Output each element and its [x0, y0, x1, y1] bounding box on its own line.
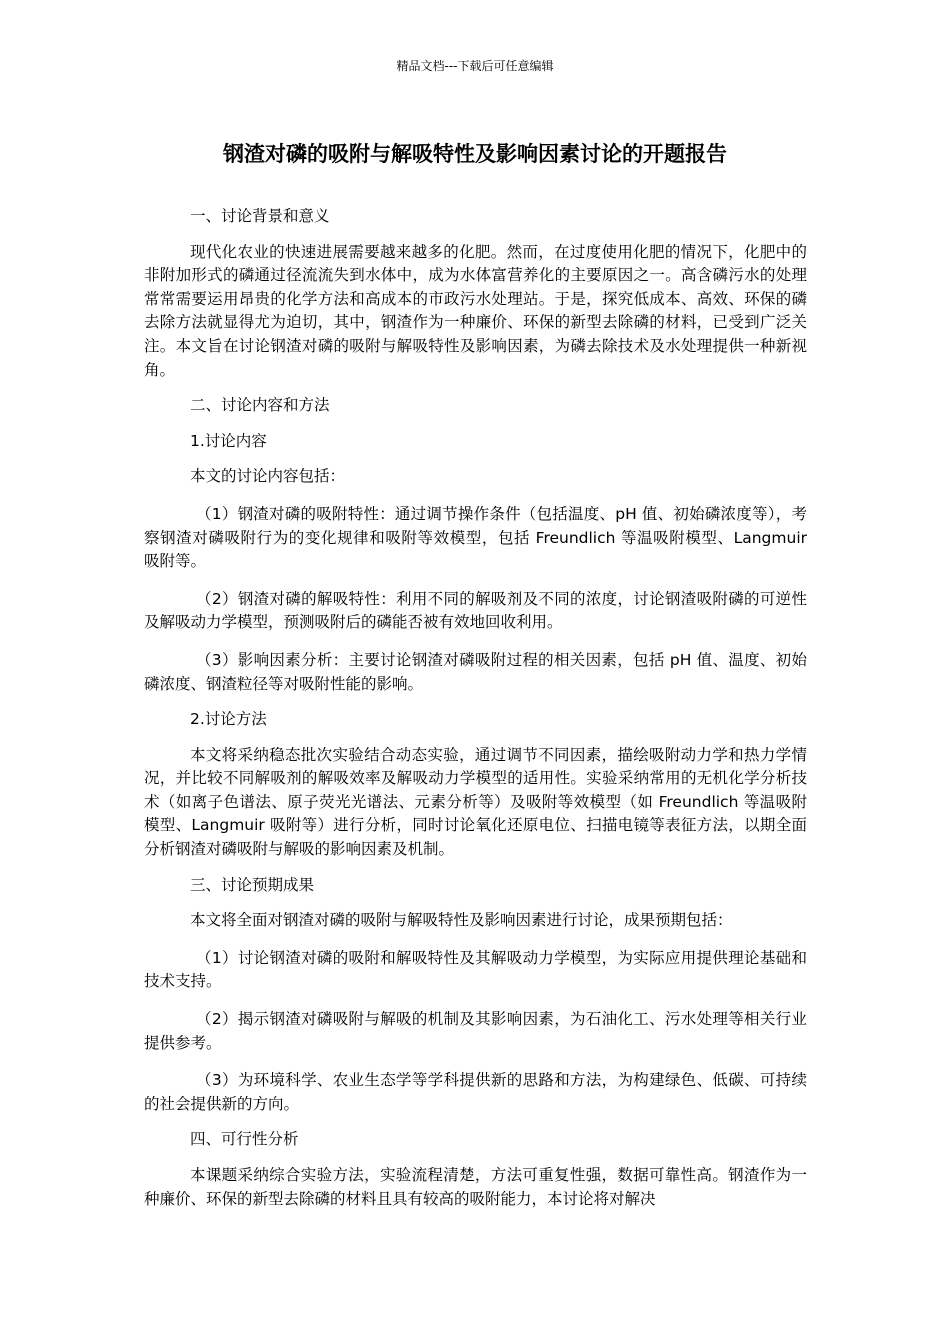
paragraph-feasibility: 本课题采纳综合实验方法，实验流程清楚，方法可重复性强，数据可靠性高。钢渣作为一种廉价、环保的新型去除磷的材料且具有较高的吸附能力，本讨论将对解决 [144, 1166, 807, 1208]
paragraph-content-intro: 本文的讨论内容包括： [190, 467, 346, 486]
paragraph-background: 现代化农业的快速进展需要越来越多的化肥。然而，在过度使用化肥的情况下，化肥中的非附加形式的磷通过径流流失到水体中，成为水体富营养化的主要原因之一。高含磷污水的处理常常需要运用昂贵的化学方法和高成本的市政污水处理站。于是，探究低成本、高效、环保的磷去除方法就显得尤为迫切，其中，钢渣作为一种廉价、环保的新型去除磷的材料，已受到广泛关注。本文旨在讨论钢渣对磷的吸附与解吸特性及影响因素，为磷去除技术及水处理提供一种新视角。 [144, 242, 807, 379]
subheading-method: 2.讨论方法 [190, 710, 267, 729]
list-item-adsorption: （1）钢渣对磷的吸附特性：通过调节操作条件（包括温度、pH 值、初始磷浓度等），考察钢渣对磷吸附行为的变化规律和吸附等效模型，包括 Freundlich 等温吸附模型、Langmuir 吸附等。 [144, 504, 807, 571]
document-title: 钢渣对磷的吸附与解吸特性及影响因素讨论的开题报告 [223, 142, 727, 166]
list-item-factors: （3）影响因素分析：主要讨论钢渣对磷吸附过程的相关因素，包括 pH 值、温度、初始磷浓度、钢渣粒径等对吸附性能的影响。 [144, 650, 807, 693]
list-item-result-3: （3）为环境科学、农业生态学等学科提供新的思路和方法，为构建绿色、低碳、可持续的社会提供新的方向。 [144, 1071, 807, 1113]
section-heading-content-method: 二、讨论内容和方法 [190, 396, 330, 415]
header-note: 精品文档---下载后可任意编辑 [396, 59, 554, 73]
section-heading-background: 一、讨论背景和意义 [190, 207, 330, 225]
document-body [144, 205, 807, 1211]
paragraph-method: 本文将采纳稳态批次实验结合动态实验，通过调节不同因素，描绘吸附动力学和热力学情况，并比较不同解吸剂的解吸效率及解吸动力学模型的适用性。实验采纳常用的无机化学分析技术（如离子色谱法、原子荧光光谱法、元素分析等）及吸附等效模型（如 Freundlich 等温吸附模型、Langmuir 吸附等）进行分析，同时讨论氧化还原电位、扫描电镜等表征方法，以期全面分析钢渣对磷吸附与解吸的影响因素及机制。 [144, 745, 807, 859]
list-item-desorption: （2）钢渣对磷的解吸特性：利用不同的解吸剂及不同的浓度，讨论钢渣吸附磷的可逆性及解吸动力学模型，预测吸附后的磷能否被有效地回收利用。 [144, 589, 807, 632]
list-item-result-1: （1）讨论钢渣对磷的吸附和解吸特性及其解吸动力学模型，为实际应用提供理论基础和技术支持。 [144, 948, 807, 991]
paragraph-results-intro: 本文将全面对钢渣对磷的吸附与解吸特性及影响因素进行讨论，成果预期包括： [190, 911, 733, 930]
section-heading-results: 三、讨论预期成果 [190, 875, 315, 894]
section-heading-feasibility: 四、可行性分析 [190, 1130, 299, 1149]
list-item-result-2: （2）揭示钢渣对磷吸附与解吸的机制及其影响因素，为石油化工、污水处理等相关行业提供参考。 [144, 1010, 807, 1052]
subheading-content: 1.讨论内容 [190, 431, 267, 450]
